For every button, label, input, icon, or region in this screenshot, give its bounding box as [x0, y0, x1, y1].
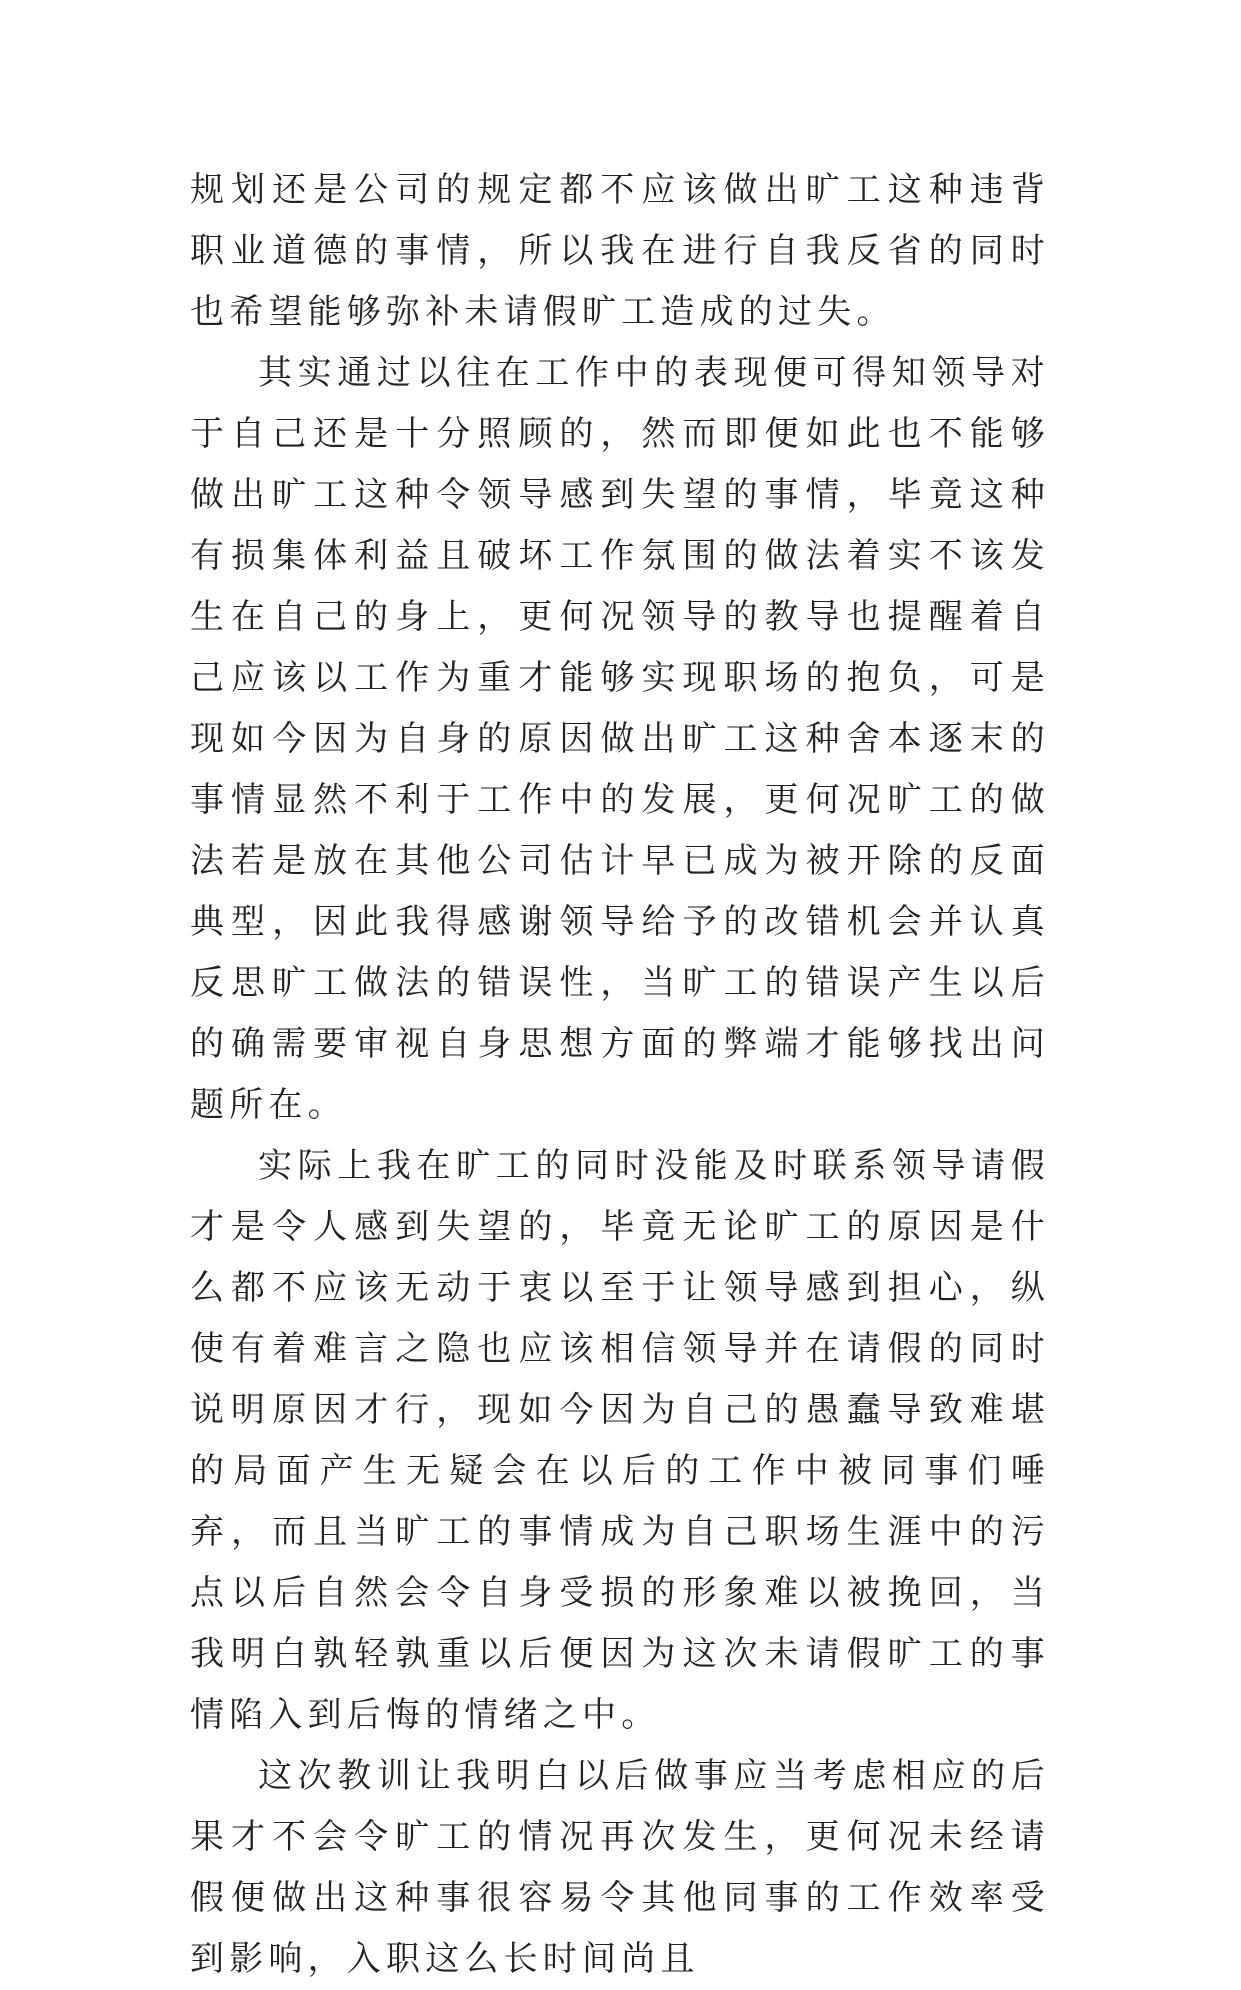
document-body — [190, 160, 1050, 1990]
paragraph-3: 实际上我在旷工的同时没能及时联系领导请假才是令人感到失望的，毕竟无论旷工的原因是什么都不应该无动于衷以至于让领导感到担心，纵使有着难言之隐也应该相信领导并在请假的同时说明原因才行，现如今因为自己的愚蠢导致难堪的局面产生无疑会在以后的工作中被同事们唾弃，而且当旷工的事情成为自己职场生涯中的污点以后自然会令自身受损的形象难以被挽回，当我明白孰轻孰重以后便因为这次未请假旷工的事情陷入到后悔的情绪之中。 — [190, 1146, 1050, 1735]
paragraph-1: 规划还是公司的规定都不应该做出旷工这种违背职业道德的事情，所以我在进行自我反省的同时也希望能够弥补未请假旷工造成的过失。 — [190, 170, 1050, 332]
paragraph-4: 这次教训让我明白以后做事应当考虑相应的后果才不会令旷工的情况再次发生，更何况未经请假便做出这种事很容易令其他同事的工作效率受到影响，入职这么长时间尚且 — [190, 1756, 1050, 1979]
paragraph-2: 其实通过以往在工作中的表现便可得知领导对于自己还是十分照顾的，然而即便如此也不能够做出旷工这种令领导感到失望的事情，毕竟这种有损集体利益且破坏工作氛围的做法着实不该发生在自己的身上，更何况领导的教导也提醒着自己应该以工作为重才能够实现职场的抱负，可是现如今因为自身的原因做出旷工这种舍本逐末的事情显然不利于工作中的发展，更何况旷工的做法若是放在其他公司估计早已成为被开除的反面典型，因此我得感谢领导给予的改错机会并认真反思旷工做法的错误性，当旷工的错误产生以后的确需要审视自身思想方面的弊端才能够找出问题所在。 — [190, 353, 1050, 1125]
